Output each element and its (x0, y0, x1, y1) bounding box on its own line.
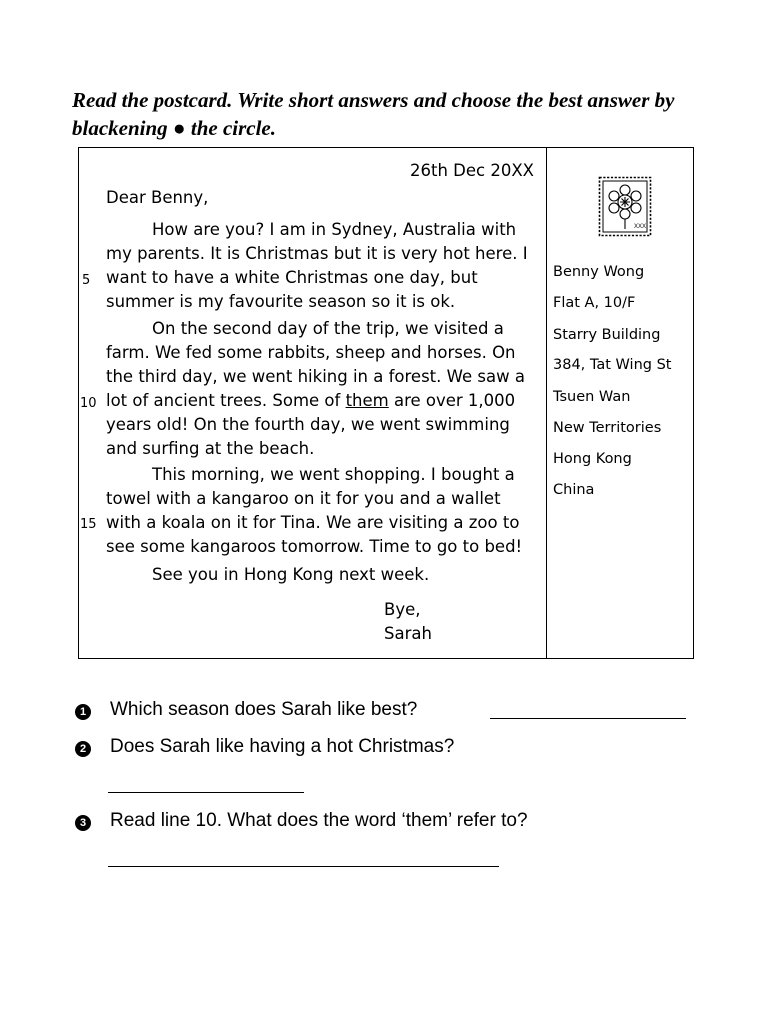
letter-line-5: On the second day of the trip, we visited a (152, 319, 504, 338)
letter-line-6: farm. We fed some rabbits, sheep and horses. On (106, 343, 516, 362)
letter-line-12: towel with a kangaroo on it for you and a wallet (106, 489, 501, 508)
address-line-2: Flat A, 10/F (553, 295, 636, 311)
letter-line-9: years old! On the fourth day, we went swimming (106, 415, 510, 434)
answer-2-field[interactable] (108, 792, 304, 793)
question-1-text: Which season does Sarah like best? (110, 699, 418, 720)
line-number-5: 5 (82, 273, 91, 288)
line-number-10: 10 (80, 396, 97, 411)
line-number-15: 15 (80, 517, 97, 532)
letter-line-10: and surfing at the beach. (106, 439, 315, 458)
letter-line-3: want to have a white Christmas one day, but (106, 268, 478, 287)
address-line-3: Starry Building (553, 327, 661, 343)
stamp-icon (598, 176, 652, 237)
postcard-date: 26th Dec 20XX (410, 161, 534, 180)
letter-line-8-start: lot of ancient trees. Some of (106, 391, 341, 410)
question-3-text: Read line 10. What does the word ‘them’ refer to? (110, 810, 528, 831)
letter-line-1: How are you? I am in Sydney, Australia with (152, 220, 517, 239)
letter-line-15: See you in Hong Kong next week. (152, 565, 430, 584)
letter-line-7: the third day, we went hiking in a forest. We saw a (106, 367, 525, 386)
letter-line-8 (106, 391, 515, 410)
postcard-closing: Bye, (384, 600, 421, 619)
answer-3-field[interactable] (108, 866, 499, 867)
postcard-greeting: Dear Benny, (106, 188, 209, 207)
address-line-5: Tsuen Wan (553, 389, 631, 405)
stamp-text: XXX (634, 224, 647, 230)
letter-line-11: This morning, we went shopping. I bought a (152, 465, 515, 484)
word-them: them (345, 391, 389, 410)
postcard-divider (546, 147, 547, 659)
address-line-6: New Territories (553, 420, 662, 436)
letter-line-4: summer is my favourite season so it is ok. (106, 292, 456, 311)
question-2-number: 2 (75, 741, 91, 757)
address-line-1: Benny Wong (553, 264, 645, 280)
letter-line-8-end: are over 1,000 (388, 391, 516, 410)
instructions: Read the postcard. Write short answers and choose the best answer by blackening ● the circle. (72, 88, 675, 140)
address-line-8: China (553, 482, 595, 498)
question-2-text: Does Sarah like having a hot Christmas? (110, 736, 455, 757)
address-line-4: 384, Tat Wing St (553, 357, 672, 373)
letter-line-14: see some kangaroos tomorrow. Time to go to bed! (106, 537, 523, 556)
question-1-number: 1 (75, 704, 91, 720)
postcard-signature: Sarah (384, 624, 432, 643)
answer-1-field[interactable] (490, 718, 686, 719)
question-3-number: 3 (75, 815, 91, 831)
letter-line-2: my parents. It is Christmas but it is very hot here. I (106, 244, 528, 263)
letter-line-13: with a koala on it for Tina. We are visiting a zoo to (106, 513, 520, 532)
address-line-7: Hong Kong (553, 451, 632, 467)
